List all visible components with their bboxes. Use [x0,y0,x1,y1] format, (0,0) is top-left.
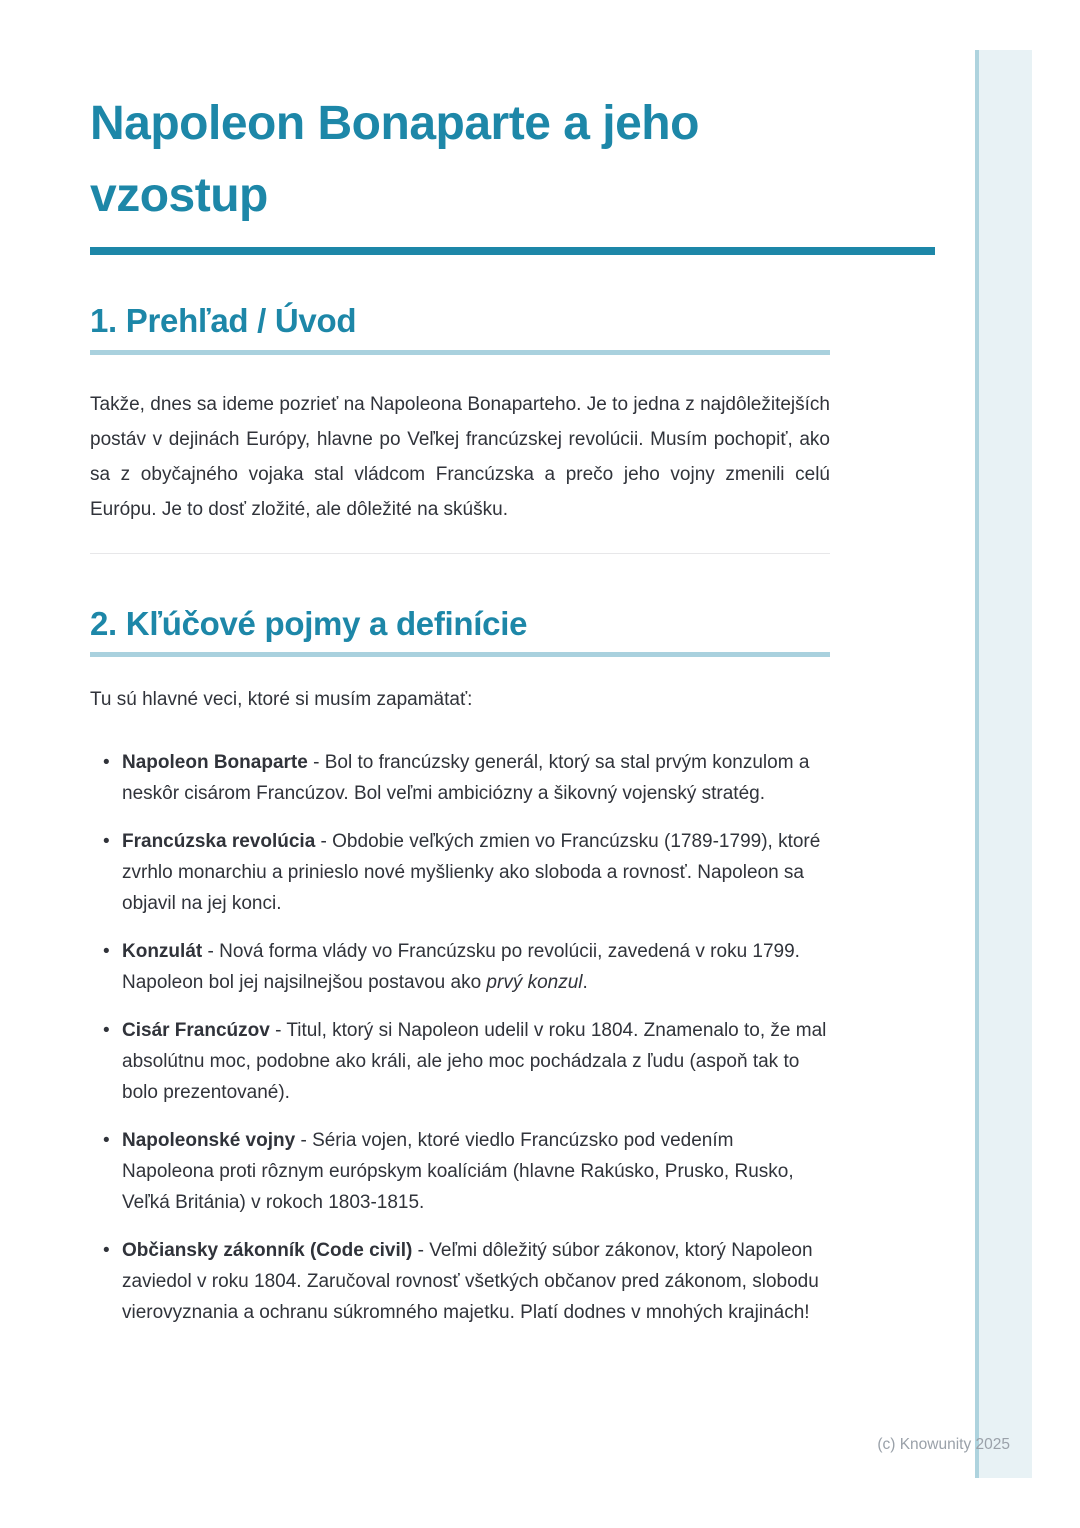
key-term-name: Cisár Francúzov [122,1020,270,1042]
key-term-description: Veľmi dôležitý súbor zákonov, ktorý Napoleon zaviedol v roku 1804. Zaručoval rovnosť všetkých občanov pred zákonom, slobodu vierovyznania a ochranu súkromného majetku. Platí dodnes v mnohých krajinách! [122,1240,819,1324]
section-key-terms [90,604,935,1329]
term-separator: - [269,1020,287,1042]
key-terms-list [90,747,830,1328]
key-term-description: Titul, ktorý si Napoleon udelil v roku 1804. Znamenalo to, že mal absolútnu moc, podobne ako králi, ale jeho moc pochádzala z ľudu (aspoň tak to bolo prezentované). [122,1020,827,1104]
bullet-icon: • [103,1240,110,1262]
document-content [90,0,935,1328]
key-term-item [90,1125,830,1218]
key-term-name: Konzulát [122,941,203,963]
section-1-underline [90,350,830,355]
key-term-name: Napoleon Bonaparte [122,752,308,774]
key-term-description: Bol to francúzsky generál, ktorý sa stal prvým konzulom a neskôr cisárom Francúzov. Bol veľmi ambiciózny a šikovný vojenský stratég. [122,752,810,805]
term-separator: - [202,941,220,963]
key-term-name: Francúzska revolúcia [122,831,316,853]
key-term-description: Séria vojen, ktoré viedlo Francúzsko pod vedením Napoleona proti rôznym európskym koalíciám (hlavne Rakúsko, Prusko, Rusko, Veľká Británia) v rokoch 1803-1815. [122,1130,794,1214]
section-2-heading: 2. Kľúčové pojmy a definície [90,604,528,642]
key-term-item [90,826,830,919]
key-terms-lead: Tu sú hlavné veci, ktoré si musím zapamätať: [90,689,473,711]
key-term-name: Občiansky zákonník (Code civil) [122,1240,413,1262]
section-divider [90,553,830,554]
page-title: Napoleon Bonaparte a jeho vzostup [90,97,699,222]
term-separator: - [412,1240,430,1262]
term-separator: - [307,752,325,774]
key-term-description-italic: prvý konzul [486,972,583,994]
bullet-icon: • [103,941,110,963]
section-2-underline [90,652,830,657]
section-1-paragraph: Takže, dnes sa ideme pozrieť na Napoleona Bonaparteho. Je to jedna z najdôležitejších postáv v dejinách Európy, hlavne po Veľkej francúzskej revolúcii. Musím pochopiť, ako sa z obyčajného vojaka stal vládcom Francúzska a prečo jeho vojny zmenili celú Európu. Je to dosť zložité, ale dôležité na skúšku. [90,393,830,520]
key-term-item [90,747,830,809]
key-term-description: Obdobie veľkých zmien vo Francúzsku (1789-1799), ktoré zvrhlo monarchiu a prinieslo nové myšlienky ako sloboda a rovnosť. Napoleon sa objavil na jej konci. [122,831,821,915]
key-term-name: Napoleonské vojny [122,1130,296,1152]
title-divider [90,247,935,255]
key-term-description-tail: . [582,972,588,994]
term-separator: - [315,831,333,853]
bullet-icon: • [103,1130,110,1152]
term-separator: - [295,1130,313,1152]
section-1-heading: 1. Prehľad / Úvod [90,302,357,339]
key-term-item [90,1015,830,1108]
key-term-description: Nová forma vlády vo Francúzsku po revolúcii, zavedená v roku 1799. Napoleon bol jej najsilnejšou postavou ako [122,941,800,994]
bullet-icon: • [103,1020,110,1042]
section-overview [90,301,935,527]
copyright-footer: (c) Knowunity 2025 [877,1436,1010,1453]
bullet-icon: • [103,831,110,853]
key-term-item [90,1235,830,1328]
key-term-item [90,936,830,998]
bullet-icon: • [103,752,110,774]
page-edge-stripe [975,50,1032,1478]
